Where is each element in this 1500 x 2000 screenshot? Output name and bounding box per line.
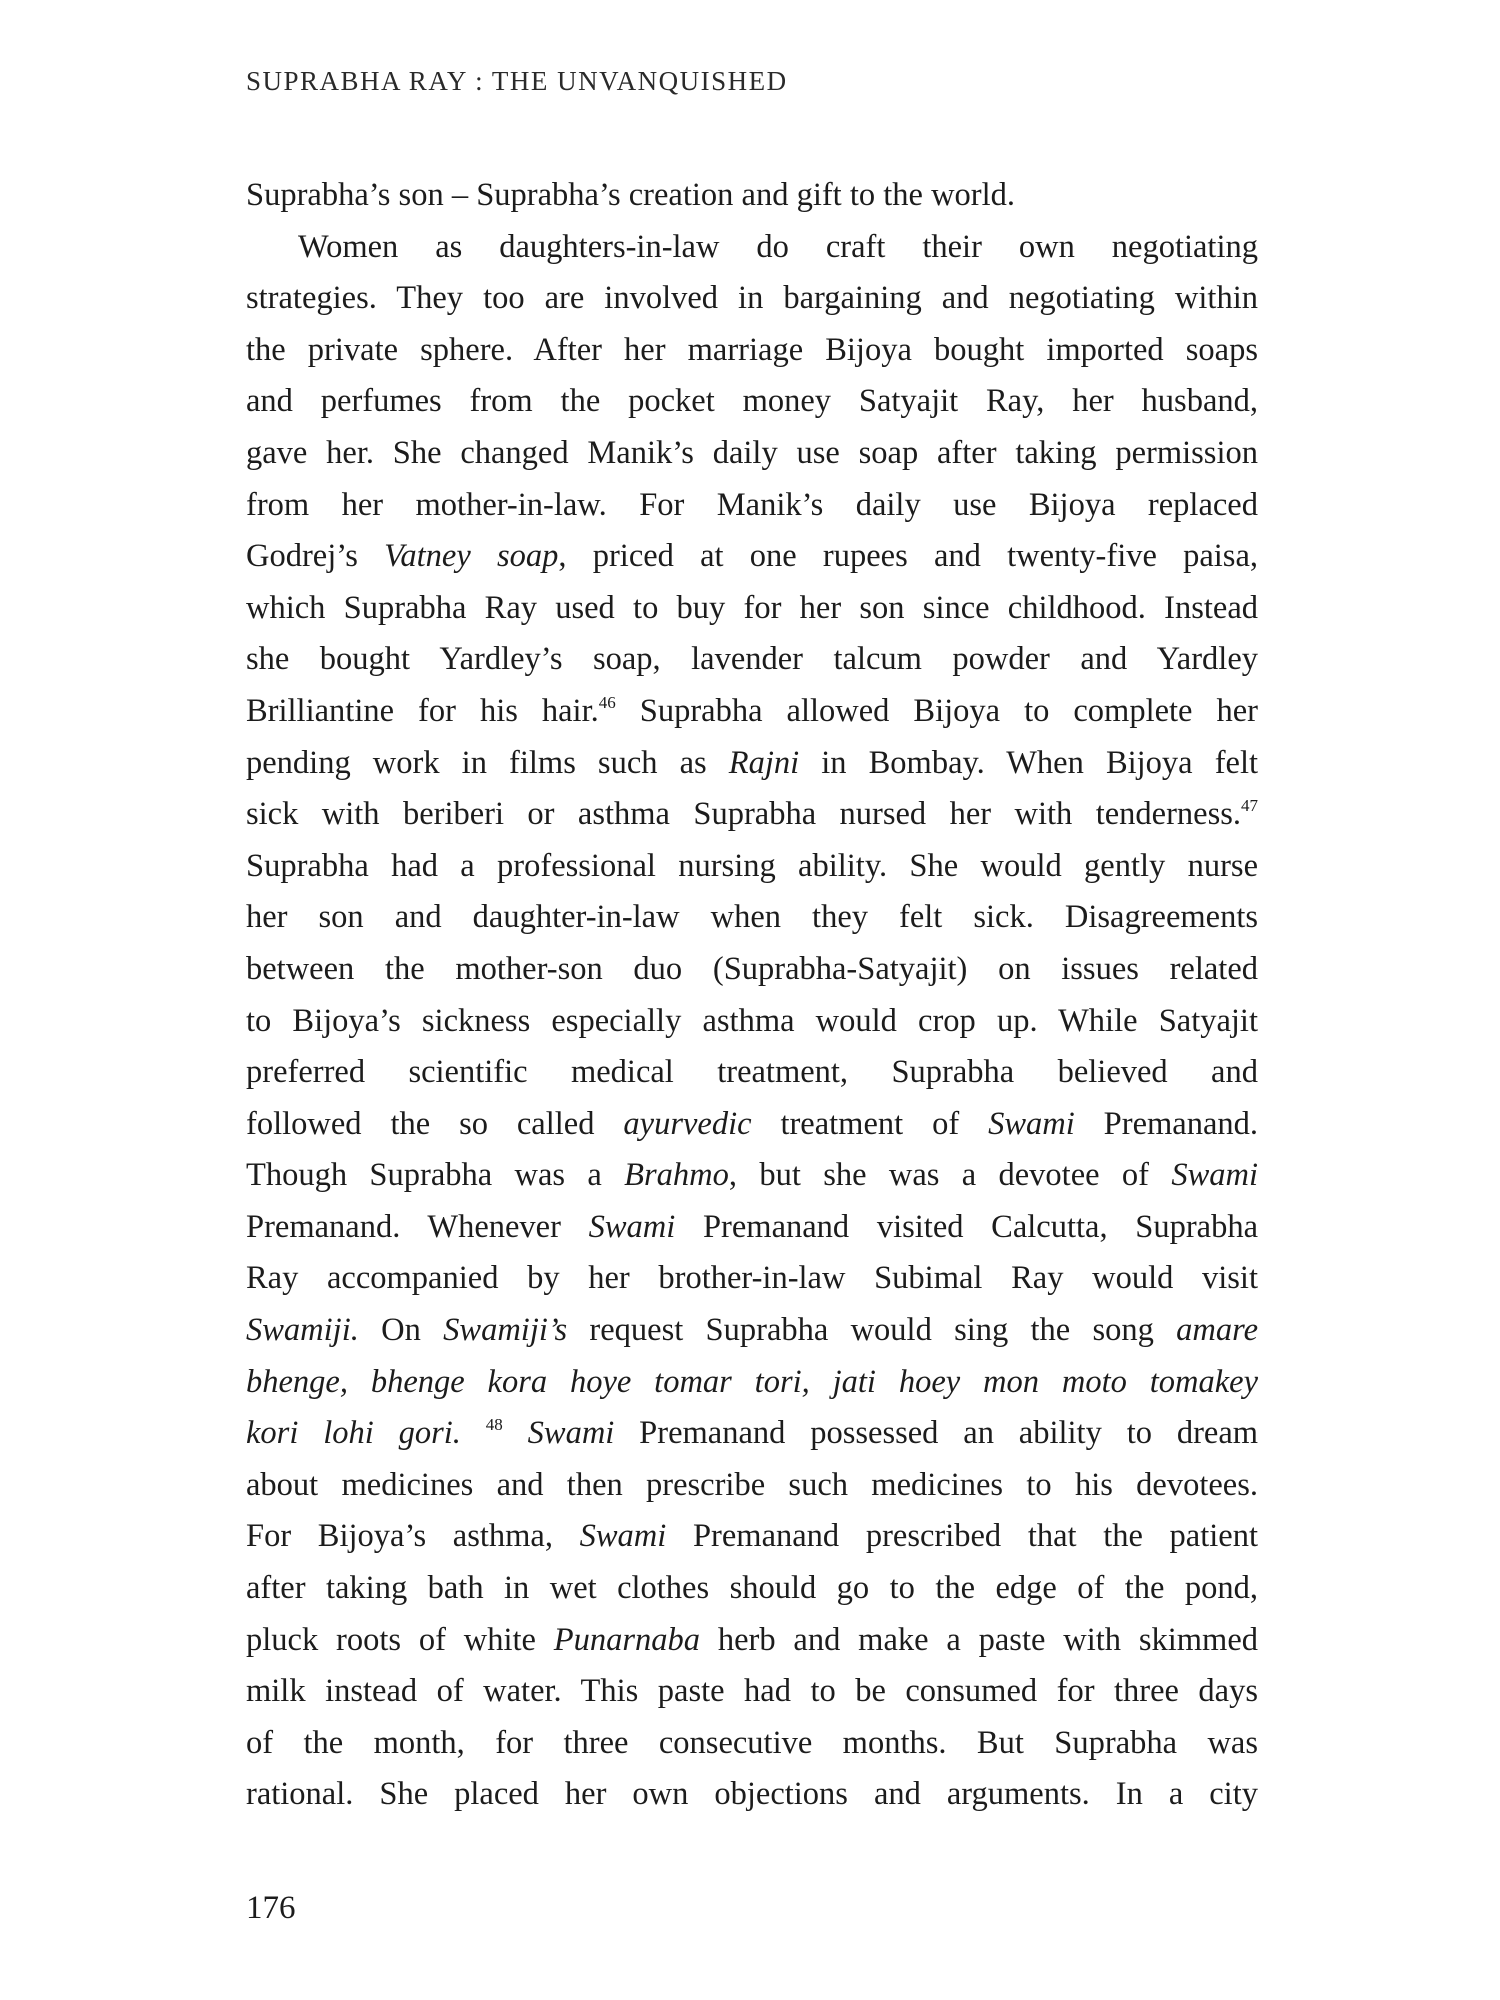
italic-term: Rajni	[728, 744, 800, 781]
text-segment: to Bijoya’s sickness especially asthma would crop up. While Satyajit	[246, 1002, 1258, 1039]
text-segment: request Suprabha would sing the song	[567, 1312, 1177, 1349]
text-line	[246, 1253, 1258, 1305]
text-segment: the private sphere. After her marriage Bijoya bought imported soaps	[246, 331, 1258, 368]
text-line	[246, 841, 1258, 893]
text-segment: treatment of	[751, 1105, 989, 1142]
text-segment: Suprabha had a professional nursing ability. She would gently nurse	[246, 847, 1258, 884]
text-segment: pending work in films such as	[246, 744, 729, 781]
text-segment: and perfumes from the pocket money Satyajit Ray, her husband,	[246, 383, 1258, 420]
italic-term: Swami	[1171, 1157, 1258, 1194]
text-segment: in Bombay. When Bijoya felt	[799, 744, 1258, 781]
italic-term: amare	[1176, 1312, 1259, 1349]
text-line	[246, 170, 1258, 222]
text-segment: Premanand visited Calcutta, Suprabha	[675, 1208, 1259, 1245]
footnote-marker[interactable]: 47	[1241, 796, 1258, 816]
text-segment: after taking bath in wet clothes should go to the edge of the pond,	[246, 1570, 1258, 1607]
italic-term: Swami	[588, 1208, 676, 1245]
text-segment: she bought Yardley’s soap, lavender talcum powder and Yardley	[246, 641, 1258, 678]
text-line	[246, 273, 1258, 325]
text-segment: Premanand possessed an ability to dream	[614, 1415, 1259, 1452]
text-segment: Godrej’s	[246, 538, 385, 575]
text-segment: Premanand prescribed that the patient	[666, 1518, 1258, 1555]
text-line	[246, 944, 1258, 996]
text-segment: gave her. She changed Manik’s daily use soap after taking permission	[246, 434, 1258, 471]
text-segment: sick with beriberi or asthma Suprabha nursed her with tenderness.	[246, 796, 1241, 833]
text-segment: about medicines and then prescribe such medicines to his devotees.	[246, 1466, 1258, 1503]
text-line	[246, 1408, 1258, 1460]
text-line	[246, 1305, 1258, 1357]
text-segment: Women as daughters-in-law do craft their own negotiating	[298, 228, 1258, 265]
italic-term: Swamiji’s	[443, 1312, 568, 1349]
text-line	[246, 1047, 1258, 1099]
text-segment	[503, 1415, 528, 1451]
text-line	[246, 738, 1258, 790]
text-segment: rational. She placed her own objections and arguments. In a city	[246, 1776, 1258, 1813]
text-line	[246, 480, 1258, 532]
text-segment: Brilliantine for his hair.	[246, 692, 599, 729]
italic-term: Brahmo	[624, 1157, 729, 1194]
text-segment: For Bijoya’s asthma,	[246, 1518, 580, 1555]
italic-song-lyric: kori lohi gori.	[246, 1415, 461, 1452]
running-head: SUPRABHA RAY : THE UNVANQUISHED	[246, 66, 788, 96]
text-line	[246, 1511, 1258, 1563]
text-segment: milk instead of water. This paste had to be consumed for three days	[246, 1673, 1258, 1710]
text-segment: , but she was a devotee of	[728, 1157, 1172, 1194]
text-line	[246, 1563, 1258, 1615]
text-segment: Though Suprabha was a	[246, 1157, 625, 1194]
text-line	[246, 1150, 1258, 1202]
paragraph-first-line	[246, 222, 1258, 274]
text-line	[246, 634, 1258, 686]
italic-term: Punarnaba	[553, 1621, 701, 1658]
text-segment: Premanand. Whenever	[246, 1208, 589, 1245]
text-line	[246, 1202, 1258, 1254]
text-line	[246, 376, 1258, 428]
text-line	[246, 686, 1258, 738]
italic-term: ayurvedic	[623, 1105, 752, 1142]
text-line	[246, 1460, 1258, 1512]
body-text	[246, 170, 1258, 1821]
text-line	[246, 531, 1258, 583]
text-segment: Suprabha’s son – Suprabha’s creation and gift to the world.	[246, 177, 1016, 213]
text-segment: between the mother-son duo (Suprabha-Satyajit) on issues related	[246, 950, 1258, 987]
text-segment: pluck roots of white	[246, 1621, 554, 1658]
text-segment: followed the so called	[246, 1105, 624, 1142]
text-segment: of the month, for three consecutive months. But Suprabha was	[246, 1724, 1258, 1761]
footnote-marker[interactable]: 48	[485, 1415, 503, 1435]
text-line	[246, 1769, 1258, 1821]
text-segment: On	[358, 1312, 444, 1349]
text-segment: herb and make a paste with skimmed	[700, 1621, 1258, 1658]
text-segment: which Suprabha Ray used to buy for her son since childhood. Instead	[246, 589, 1258, 626]
text-segment: preferred scientific medical treatment, Suprabha believed and	[246, 1054, 1258, 1091]
text-segment: strategies. They too are involved in bargaining and negotiating within	[246, 280, 1258, 317]
text-line	[246, 1357, 1258, 1409]
text-line	[246, 325, 1258, 377]
text-segment	[461, 1415, 486, 1451]
text-line	[246, 1666, 1258, 1718]
text-line	[246, 789, 1258, 841]
text-segment: her son and daughter-in-law when they felt sick. Disagreements	[246, 899, 1258, 936]
text-line	[246, 1615, 1258, 1667]
text-line	[246, 428, 1258, 480]
text-line	[246, 1718, 1258, 1770]
italic-term: Swami	[988, 1105, 1075, 1142]
text-segment: Premanand.	[1074, 1105, 1259, 1142]
italic-term: Swamiji.	[246, 1312, 359, 1349]
text-segment: from her mother-in-law. For Manik’s daily use Bijoya replaced	[246, 486, 1258, 523]
text-segment: Suprabha allowed Bijoya to complete her	[615, 692, 1258, 729]
italic-term: Vatney soap	[384, 538, 559, 575]
text-segment: Ray accompanied by her brother-in-law Subimal Ray would visit	[246, 1260, 1258, 1297]
footnote-marker[interactable]: 46	[598, 692, 616, 712]
text-line	[246, 892, 1258, 944]
italic-term: Swami	[527, 1415, 615, 1452]
text-line	[246, 996, 1258, 1048]
italic-song-lyric: bhenge, bhenge kora hoye tomar tori, jati hoey mon moto tomakey	[246, 1363, 1258, 1400]
text-line	[246, 583, 1258, 635]
text-segment: , priced at one rupees and twenty-five paisa,	[558, 538, 1259, 575]
page-number: 176	[246, 1890, 296, 1926]
italic-term: Swami	[579, 1518, 667, 1555]
text-line	[246, 1099, 1258, 1151]
